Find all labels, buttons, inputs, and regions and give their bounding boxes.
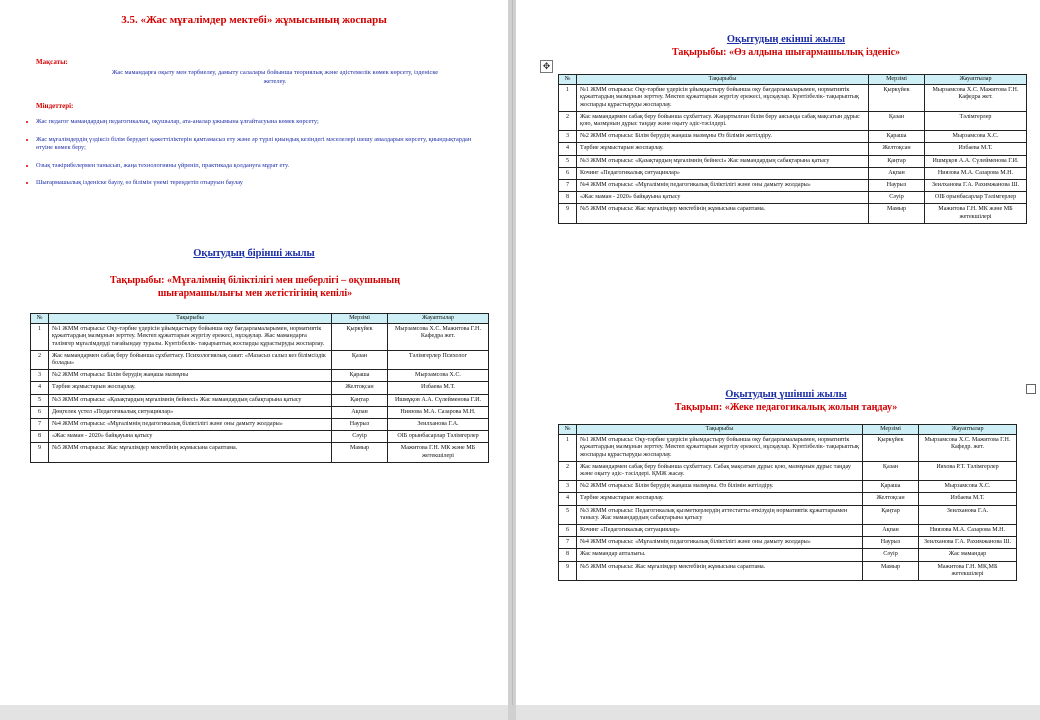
- table-header-row: [31, 314, 489, 324]
- column-header: Жауаптылар: [925, 75, 1027, 85]
- row-date: Сәуір: [869, 192, 925, 204]
- row-date: Қазан: [863, 461, 919, 480]
- row-topic: Тәрбие жұмыстарын жоспарлау.: [577, 143, 869, 155]
- row-number: 5: [31, 394, 49, 406]
- column-header: №: [31, 314, 49, 324]
- row-date: Наурыз: [863, 537, 919, 549]
- row-number: 7: [559, 180, 577, 192]
- row-topic: №3 ЖММ отырысы: «Қазақтардың мұғалімнің бейнесі» Жас мамандардың сабақтарына қатысу: [577, 155, 869, 167]
- year1-title: Оқытудың бірінші жылы: [193, 248, 315, 259]
- page-divider: [512, 0, 513, 705]
- column-header: Тақырыбы: [49, 314, 332, 324]
- row-date: Қаңтар: [863, 505, 919, 524]
- row-number: 1: [31, 324, 49, 351]
- table-row: [559, 192, 1027, 204]
- row-responsible: Мырзамсова Х.С.: [388, 370, 489, 382]
- row-topic: Жас мамандармен сабақ беру бойынша сұхбаттасу. Психологиялық саяат: «Мазасыз салыз кез білімсіздік болады»: [49, 350, 332, 369]
- table-row: [559, 155, 1027, 167]
- row-responsible: Зеилханова Г.А.: [388, 419, 489, 431]
- table-row: [31, 419, 489, 431]
- row-topic: Кочинг «Педагогикалық ситуациялар»: [577, 525, 863, 537]
- row-date: Қараша: [869, 131, 925, 143]
- tasks-list: [22, 118, 476, 197]
- row-responsible: Ияхова Р.Т. Тәлімгерлер: [919, 461, 1017, 480]
- row-topic: «Жас маман - 2020» байқауына қатысу: [49, 431, 332, 443]
- row-responsible: Мырзамсова Х.С. Мажитова Г.Н. Кафедра жет.: [925, 85, 1027, 112]
- row-topic: Дөңгелек үстел «Педагогикалық ситуациялар»: [49, 406, 332, 418]
- row-topic: Тәрбие жұмыстарын жоспарлау.: [49, 382, 332, 394]
- row-date: Ақпан: [332, 406, 388, 418]
- row-topic: №4 ЖММ отырысы: «Мұғалімнің педагогикалық біліктілігі және оны дамыту жолдары»: [577, 180, 869, 192]
- row-topic: №4 ЖММ отырысы: «Мұғалімнің педагогикалық біліктілігі және оны дамыту жолдары»: [577, 537, 863, 549]
- column-header: Тақырыбы: [577, 75, 869, 85]
- row-responsible: Мажитова Г.Н. МК,МБ жетекшілері: [919, 561, 1017, 580]
- row-topic: «Жас маман - 2020» байқауына қатысу: [577, 192, 869, 204]
- table-header-row: [559, 75, 1027, 85]
- year3-topic: Тақырып: «Жеке педагогикалық жолын таңдау»: [674, 402, 898, 413]
- row-date: Мамыр: [863, 561, 919, 580]
- table-row: [559, 525, 1017, 537]
- table-row: [559, 481, 1017, 493]
- row-topic: №2 ЖММ отырысы: Білім берудің жаңаша мазмұны. Өз білімін жетілдіру.: [577, 481, 863, 493]
- row-number: 8: [559, 549, 577, 561]
- row-date: Желтоқсан: [863, 493, 919, 505]
- table-row: [559, 561, 1017, 580]
- row-responsible: Зеилханова Г.А. Рахимжанова Ш.: [925, 180, 1027, 192]
- row-date: Қыркүйек: [332, 324, 388, 351]
- row-number: 2: [559, 461, 577, 480]
- row-date: Қаңтар: [332, 394, 388, 406]
- task-item: • Озық тәжірибелермен танысып, жаңа технологияны үйреніп, практикада қолдануға мұрат ету.: [36, 162, 476, 171]
- row-number: 4: [559, 493, 577, 505]
- table-header-row: [559, 425, 1017, 435]
- column-header: Мерзімі: [332, 314, 388, 324]
- row-date: Қыркүйек: [863, 435, 919, 462]
- table-row: [31, 382, 489, 394]
- year1-plan-table: [30, 313, 489, 463]
- table-resize-handle[interactable]: [1026, 384, 1036, 394]
- table-row: [559, 180, 1027, 192]
- row-date: Сәуір: [863, 549, 919, 561]
- row-number: 2: [31, 350, 49, 369]
- row-responsible: Тәлімгерлер: [925, 111, 1027, 130]
- table-move-handle-icon[interactable]: ✥: [540, 60, 553, 73]
- row-topic: Жас мамандар апталығы.: [577, 549, 863, 561]
- row-date: Қараша: [332, 370, 388, 382]
- table-row: [559, 85, 1027, 112]
- row-responsible: Тәлімгерлер Психолог: [388, 350, 489, 369]
- table-row: [559, 131, 1027, 143]
- table-row: [31, 394, 489, 406]
- row-number: 6: [31, 406, 49, 418]
- table-row: [31, 406, 489, 418]
- row-topic: №2 ЖММ отырысы: Білім берудің жаңаша мазмұны Өз білімін жетілдіру.: [577, 131, 869, 143]
- year3-plan-table: [558, 424, 1017, 581]
- year2-plan-table: [558, 74, 1027, 224]
- row-number: 3: [31, 370, 49, 382]
- row-number: 7: [559, 537, 577, 549]
- table-row: [559, 167, 1027, 179]
- column-header: Тақырыбы: [577, 425, 863, 435]
- row-responsible: Ниязова М.А. Сазарова М.Н.: [925, 167, 1027, 179]
- row-number: 4: [31, 382, 49, 394]
- page-title: 3.5. «Жас мұғалімдер мектебі» жұмысының жоспары: [121, 14, 387, 26]
- row-date: Наурыз: [332, 419, 388, 431]
- row-number: 6: [559, 525, 577, 537]
- row-responsible: Ниязова М.А. Сазарова М.Н.: [919, 525, 1017, 537]
- row-responsible: Мажитова Г.Н. МК және МБ жетекшілері: [388, 443, 489, 462]
- row-topic: Жас мамандармен сабақ беру бойынша сұхбаттасу. Жаңартылған білім беру аясында сабақ мақсатын дұрыс қою, мазмұнын дұрыс таңдау және оқыту әдіс-тәсілдері.: [577, 111, 869, 130]
- row-topic: №1 ЖММ отырысы: Оқу-тәрбие үдерісін ұйымдастыру бойынша оқу бағдарламаларымен, нормативтік құжаттардың мазмұнын зерттеу. Мектеп құжаттарын жүргізу ережесі, нұсқаулар. Күнтізбелік- тақырыптық жоспарды құрастыруды жоспарлау.: [577, 85, 869, 112]
- row-responsible: Избаева М.Т.: [925, 143, 1027, 155]
- row-topic: №1 ЖММ отырысы: Оқу-тәрбие үдерісін ұйымдастыру бойынша оқу бағдарламаларымен, нормативтік құжаттардың мазмұнын зерттеу. Мектеп құжаттарын жүргізу ережесі, нұсқаулар. Жас мамандарға тәлімгер мұғалімдерді тағайындау туралы. Күнтізбелік- тақырыптық жоспарды құрастыруды жоспарлау.: [49, 324, 332, 351]
- year2-title: Оқытудың екінші жылы: [726, 34, 846, 45]
- row-responsible: Мажитова Г.Н. МК және МБ жетекшілері: [925, 204, 1027, 223]
- row-number: 9: [559, 561, 577, 580]
- row-responsible: Мырзамсова Х.С.: [919, 481, 1017, 493]
- row-responsible: Избаева М.Т.: [388, 382, 489, 394]
- row-number: 5: [559, 155, 577, 167]
- row-number: 2: [559, 111, 577, 130]
- task-item: • Шығармашылық ізденіске баулу, өз білімін үнемі тереңдетіп отыруын баулау: [36, 179, 476, 188]
- row-date: Қыркүйек: [869, 85, 925, 112]
- row-responsible: Ишмұқов А.А. Сүлейменова Г.И.: [925, 155, 1027, 167]
- row-date: Қазан: [332, 350, 388, 369]
- row-date: Желтоқсан: [332, 382, 388, 394]
- table-row: [31, 431, 489, 443]
- table-row: [31, 370, 489, 382]
- row-responsible: ОІБ орынбасарлар Тәлімгерлер: [925, 192, 1027, 204]
- row-number: 8: [559, 192, 577, 204]
- row-topic: Тәрбие жұмыстарын жоспарлау.: [577, 493, 863, 505]
- row-date: Ақпан: [863, 525, 919, 537]
- column-header: Мерзімі: [869, 75, 925, 85]
- year1-topic: Тақырыбы: «Мұғалімнің біліктілігі мен шеберлігі – оқушының шығармашылығы мен жетістігінің кепілі»: [110, 275, 400, 299]
- table-row: [31, 443, 489, 462]
- row-topic: №4 ЖММ отырысы: «Мұғалімнің педагогикалық біліктілігі және оны дамыту жолдары»: [49, 419, 332, 431]
- column-header: №: [559, 425, 577, 435]
- row-number: 4: [559, 143, 577, 155]
- row-topic: Кочинг «Педагогикалық ситуациялар»: [577, 167, 869, 179]
- table-row: [559, 493, 1017, 505]
- row-topic: Жас мамандармен сабақ беру бойынша сұхбаттасу. Сабақ мақсатын дұрыс қою, мазмұнын дұрыс таңдау және оқыту әдіс- тәсілдері. ҚМЖ жасау.: [577, 461, 863, 480]
- table-row: [559, 435, 1017, 462]
- row-date: Желтоқсан: [869, 143, 925, 155]
- goal-text: Жас мамандарға оқыту мен тәрбиелеу, дамыту салалары бойынша теориялық және әдістемелік көмек көрсету, ізденіске жетелеу.: [111, 69, 439, 85]
- row-responsible: Мырзамсова Х.С. Мажитова Г.Н. Кафедра жет.: [388, 324, 489, 351]
- table-row: [31, 350, 489, 369]
- row-number: 3: [559, 131, 577, 143]
- row-responsible: Ишмұқов А.А. Сүлейменова Г.И.: [388, 394, 489, 406]
- row-responsible: Ниязова М.А. Сазарова М.Н.: [388, 406, 489, 418]
- row-number: 8: [31, 431, 49, 443]
- row-topic: №5 ЖММ отырысы: Жас мұғалімдер мектебінің жұмысына сараптама.: [577, 561, 863, 580]
- task-item: • Жас мұғалімдердің үздіксіз білім берудегі қажеттіліктерін қамтамасыз ету және әр түрлі қиындық кезіндегі мәселелері шешу амалдарын көрсету, қиындықтардан өтуіне көмек беру;: [36, 136, 476, 153]
- row-responsible: Жас мамандар: [919, 549, 1017, 561]
- row-topic: №5 ЖММ отырысы: Жас мұғалімдер мектебінің жұмысына сараптама.: [577, 204, 869, 223]
- goal-label: Мақсаты:: [36, 58, 68, 66]
- row-responsible: Зеилханова Г.А. Рахимжанова Ш.: [919, 537, 1017, 549]
- row-date: Қаңтар: [869, 155, 925, 167]
- year3-title: Оқытудың үшінші жылы: [725, 389, 847, 400]
- table-row: [31, 324, 489, 351]
- row-number: 5: [559, 505, 577, 524]
- row-responsible: Мырзамсова Х.С.: [925, 131, 1027, 143]
- row-date: Қараша: [863, 481, 919, 493]
- column-header: №: [559, 75, 577, 85]
- row-number: 3: [559, 481, 577, 493]
- row-date: Қазан: [869, 111, 925, 130]
- row-date: Мамыр: [332, 443, 388, 462]
- task-item: • Жас педагог мамандардың педагогикалық, оқушылар, ата-аналар ұжымына ұлғайтасуына көмек көрсету;: [36, 118, 476, 127]
- row-number: 7: [31, 419, 49, 431]
- row-topic: №3 ЖММ отырысы: «Қазақтардың мұғалімнің бейнесі» Жас мамандардың сабақтарына қатысу: [49, 394, 332, 406]
- row-topic: №3 ЖММ отырысы: Педагогикалық қызметкерлердің аттестатты өткізудің нормативтік құжаттарымен танысу. Жас мамандардың сабақтарына қатысу: [577, 505, 863, 524]
- row-date: Наурыз: [869, 180, 925, 192]
- row-responsible: Избаева М.Т.: [919, 493, 1017, 505]
- row-responsible: ОІБ орынбасарлар Тәлімгерлер: [388, 431, 489, 443]
- table-row: [559, 461, 1017, 480]
- column-header: Жауаптылар: [919, 425, 1017, 435]
- row-date: Мамыр: [869, 204, 925, 223]
- table-row: [559, 143, 1027, 155]
- row-number: 9: [31, 443, 49, 462]
- row-topic: №1 ЖММ отырысы: Оқу-тәрбие үдерісін ұйымдастыру бойынша оқу бағдарламаларымен, нормативтік құжаттардың мазмұнын зерттеу. Мектеп құжаттарын жүргізу ережесі, нұсқаулар. Күнтізбелік- тақырыптық жоспарды құрастыруды жоспарлау.: [577, 435, 863, 462]
- column-header: Жауаптылар: [388, 314, 489, 324]
- table-row: [559, 204, 1027, 223]
- row-topic: №5 ЖММ отырысы: Жас мұғалімдер мектебінің жұмысына сараптама.: [49, 443, 332, 462]
- row-number: 9: [559, 204, 577, 223]
- row-number: 1: [559, 85, 577, 112]
- year2-topic: Тақырыбы: «Өз алдына шығармашылық ізденіс»: [671, 47, 901, 58]
- table-row: [559, 549, 1017, 561]
- row-date: Сәуір: [332, 431, 388, 443]
- row-date: Ақпан: [869, 167, 925, 179]
- column-header: Мерзімі: [863, 425, 919, 435]
- tasks-label: Міндеттері:: [36, 102, 74, 110]
- row-number: 1: [559, 435, 577, 462]
- row-responsible: Зеилханова Г.А.: [919, 505, 1017, 524]
- page-1: [0, 0, 508, 705]
- page-2: [516, 0, 1040, 705]
- table-row: [559, 111, 1027, 130]
- table-row: [559, 505, 1017, 524]
- table-row: [559, 537, 1017, 549]
- row-responsible: Мырзамсова Х.С. Мажитова Г.Н. Кафедр. жет.: [919, 435, 1017, 462]
- row-number: 6: [559, 167, 577, 179]
- row-topic: №2 ЖММ отырысы: Білім берудің жаңаша мазмұны: [49, 370, 332, 382]
